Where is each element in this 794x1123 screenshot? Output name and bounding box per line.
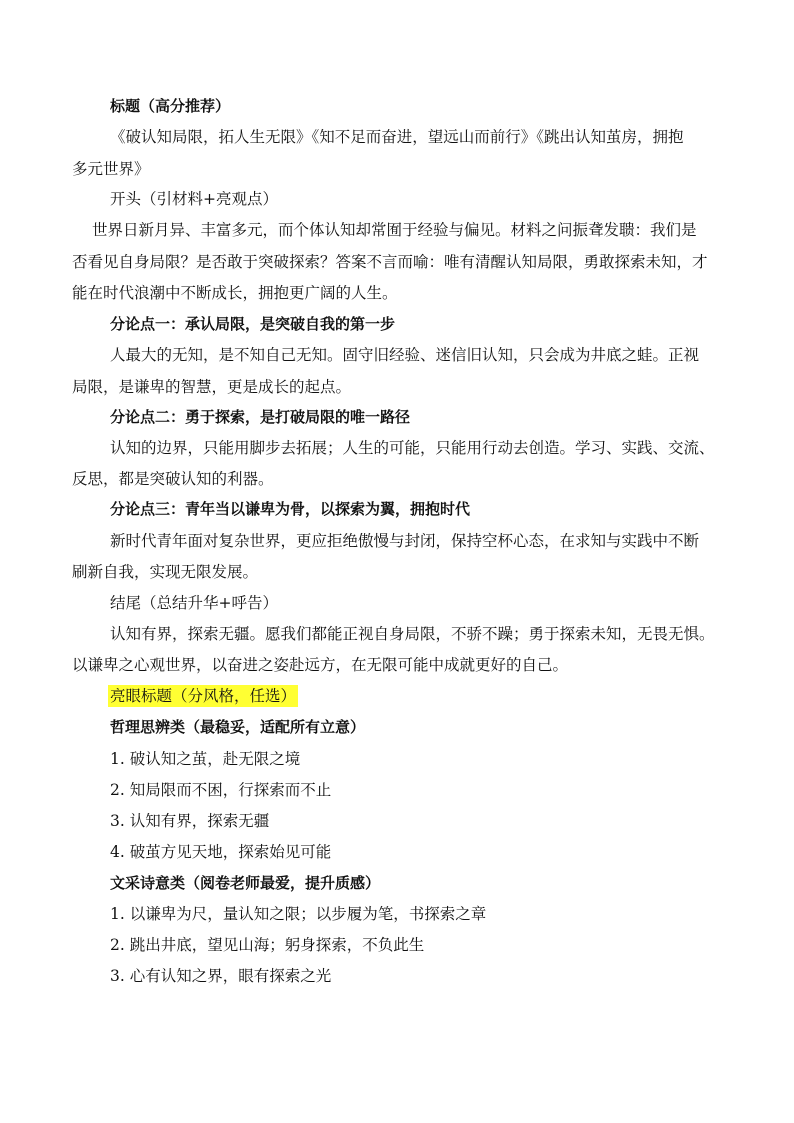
- point2-line-2: 反思，都是突破认知的利器。: [72, 470, 274, 488]
- point3-heading: 分论点三：青年当以谦卑为骨，以探索为翼，拥抱时代: [110, 500, 471, 518]
- category1-item: 3. 认知有界，探索无疆: [110, 812, 270, 830]
- category2-item: 2. 跳出井底，望见山海；躬身探索，不负此生: [110, 936, 425, 954]
- category1-item: 1. 破认知之茧，赴无限之境: [110, 750, 301, 768]
- ending-line-1: 认知有界，探索无疆。愿我们都能正视自身局限，不骄不躁；勇于探索未知，无畏无惧。: [110, 625, 715, 643]
- opening-heading: 开头（引材料+亮观点）: [110, 190, 278, 208]
- title-line-1: 《破认知局限，拓人生无限》《知不足而奋进，望远山而前行》《跳出认知茧房，拥抱: [110, 128, 684, 146]
- opening-line-3: 能在时代浪潮中不断成长，拥抱更广阔的人生。: [72, 284, 398, 302]
- point1-heading: 分论点一：承认局限，是突破自我的第一步: [110, 315, 396, 333]
- category1-item: 4. 破茧方见天地，探索始见可能: [110, 843, 332, 861]
- point2-line-1: 认知的边界，只能用脚步去拓展；人生的可能，只能用行动去创造。学习、实践、交流、: [110, 439, 715, 457]
- category2-heading: 文采诗意类（阅卷老师最爱，提升质感）: [110, 874, 381, 892]
- category1-heading: 哲理思辨类（最稳妥，适配所有立意）: [110, 718, 366, 736]
- highlight-heading: [108, 686, 298, 706]
- title-line-2: 多元世界》: [72, 160, 150, 178]
- category1-item: 2. 知局限而不困，行探索而不止: [110, 781, 332, 799]
- point2-heading: 分论点二：勇于探索，是打破局限的唯一路径: [110, 408, 411, 426]
- point1-line-1: 人最大的无知，是不知自己无知。固守旧经验、迷信旧认知，只会成为井底之蛙。正视: [110, 346, 700, 364]
- highlighted-text: 亮眼标题（分风格，任选）: [110, 687, 297, 705]
- category2-item: 1. 以谦卑为尺，量认知之限；以步履为笔，书探索之章: [110, 905, 487, 923]
- point1-line-2: 局限，是谦卑的智慧，更是成长的起点。: [72, 378, 352, 396]
- point3-line-1: 新时代青年面对复杂世界，更应拒绝傲慢与封闭，保持空杯心态，在求知与实践中不断: [110, 532, 700, 550]
- point3-line-2: 刷新自我，实现无限发展。: [72, 563, 259, 581]
- opening-line-1: 世界日新月异、丰富多元，而个体认知却常囿于经验与偏见。材料之问振聋发聩：我们是: [92, 221, 697, 239]
- ending-heading: 结尾（总结升华+呼告）: [110, 594, 278, 612]
- ending-line-2: 以谦卑之心观世界，以奋进之姿赴远方，在无限可能中成就更好的自己。: [72, 656, 569, 674]
- category2-item: 3. 心有认知之界，眼有探索之光: [110, 967, 332, 985]
- opening-line-2: 否看见自身局限？是否敢于突破探索？答案不言而喻：唯有清醒认知局限，勇敢探索未知，才: [72, 253, 708, 271]
- title-heading: 标题（高分推荐）: [110, 97, 231, 115]
